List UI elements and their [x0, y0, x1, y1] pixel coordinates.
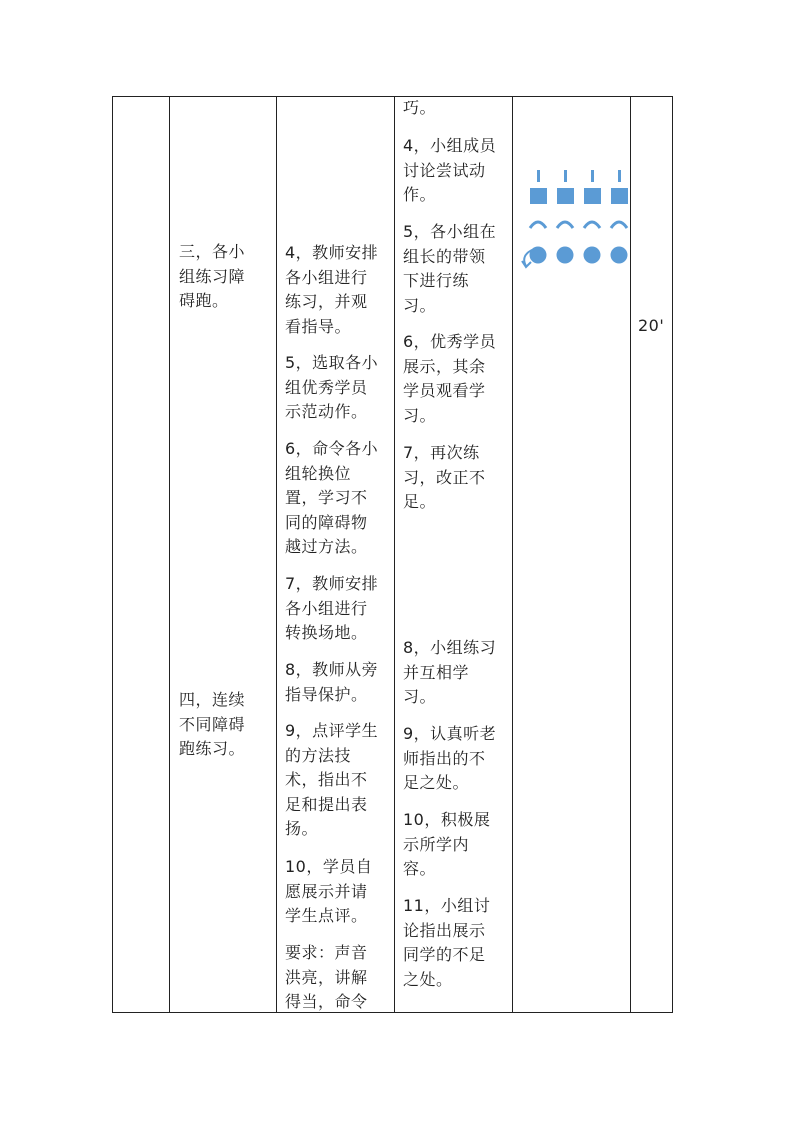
teacher-requirement: 要求：声音 洪亮，讲解 得当，命令 — [285, 943, 368, 1011]
arrow-head — [522, 261, 531, 267]
section-three-title: 三，各小 组练习障 碍跑。 — [179, 242, 246, 310]
teacher-step: 7，教师安排 各小组进行 转换场地。 — [285, 574, 379, 642]
student-step: 巧。 — [403, 98, 437, 117]
column-divider — [394, 96, 395, 1013]
arc — [584, 222, 600, 228]
student-step: 8，小组练习 并互相学 习。 — [403, 638, 497, 706]
teacher-step: 10，学员自 愿展示并请 学生点评。 — [285, 857, 373, 925]
student — [557, 247, 574, 264]
column-divider — [276, 96, 277, 1013]
marker — [618, 170, 621, 182]
arc — [530, 222, 546, 228]
block — [584, 188, 601, 204]
arc — [611, 222, 627, 228]
teacher-step: 6，命令各小 组轮换位 置，学习不 同的障碍物 越过方法。 — [285, 439, 379, 556]
student-step: 9，认真听老 师指出的不 足之处。 — [403, 724, 497, 792]
block — [611, 188, 628, 204]
teacher-step: 4，教师安排 各小组进行 练习，并观 看指导。 — [285, 243, 379, 336]
time-duration: 20' — [638, 316, 665, 335]
student — [611, 247, 628, 264]
student-step: 11，小组讨 论指出展示 同学的不足 之处。 — [403, 896, 491, 989]
student-step: 6，优秀学员 展示，其余 学员观看学 习。 — [403, 332, 497, 425]
student-step: 5，各小组在 组长的带领 下进行练 习。 — [403, 222, 497, 315]
obstacle-blocks — [530, 188, 628, 204]
student-step: 10，积极展 示所学内 容。 — [403, 810, 491, 878]
marker — [537, 170, 540, 182]
teacher-step: 5，选取各小 组优秀学员 示范动作。 — [285, 353, 379, 421]
block — [557, 188, 574, 204]
formation-diagram — [512, 160, 632, 280]
section-four-title: 四，连续 不同障碍 跑练习。 — [179, 690, 246, 758]
marker — [564, 170, 567, 182]
student — [584, 247, 601, 264]
obstacle-markers — [537, 170, 621, 182]
student-step: 4，小组成员 讨论尝试动 作。 — [403, 136, 497, 204]
student-step: 7，再次练 习，改正不 足。 — [403, 443, 486, 511]
student-groups — [530, 247, 628, 264]
hurdle-arcs — [530, 222, 627, 228]
column-divider — [169, 96, 170, 1013]
block — [530, 188, 547, 204]
teacher-step: 8，教师从旁 指导保护。 — [285, 660, 379, 704]
teacher-step: 9，点评学生 的方法技 术，指出不 足和提出表 扬。 — [285, 721, 379, 838]
arc — [557, 222, 573, 228]
marker — [591, 170, 594, 182]
